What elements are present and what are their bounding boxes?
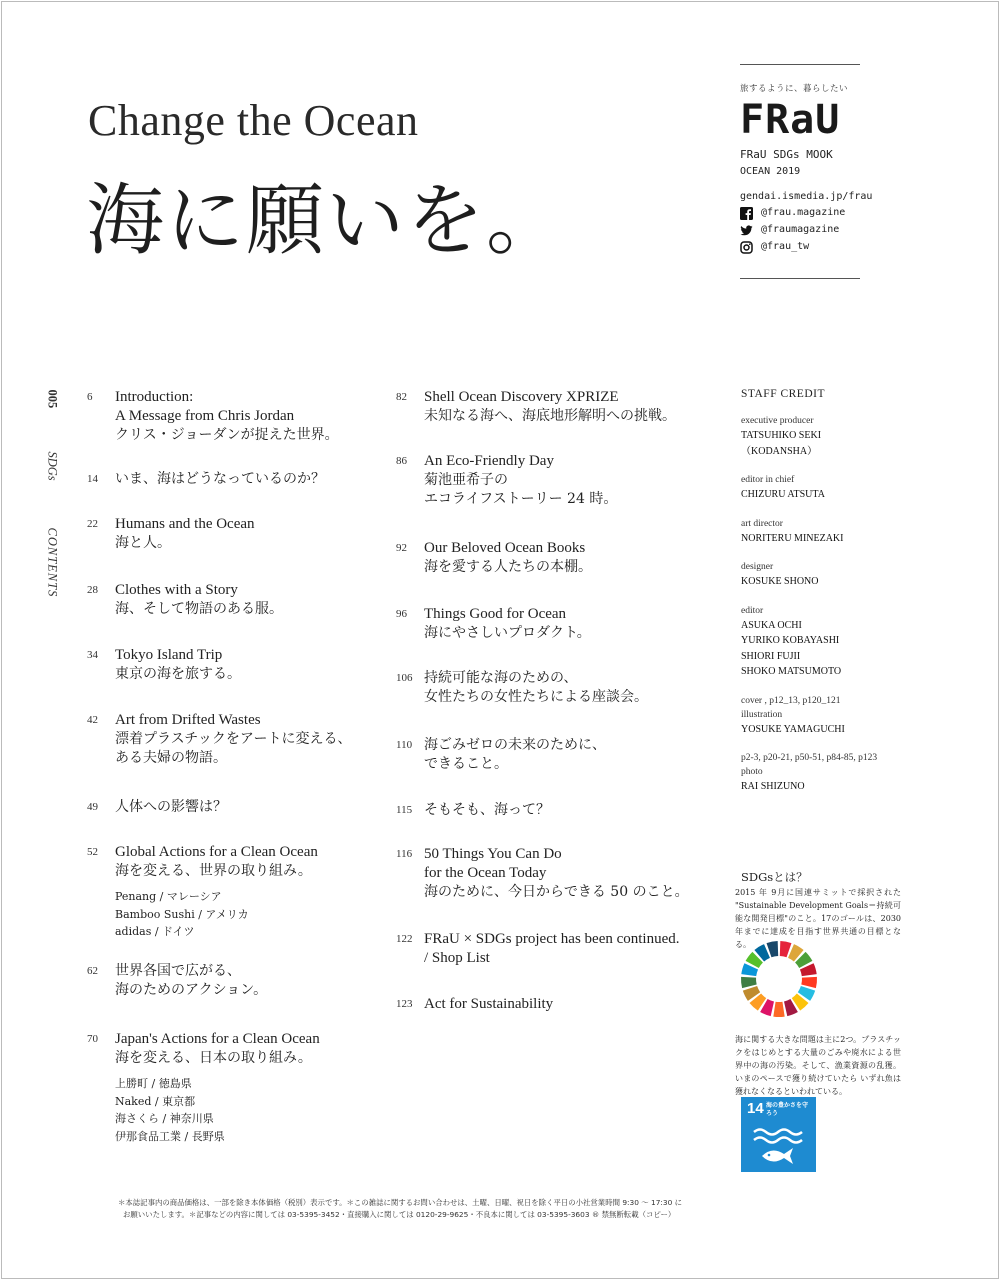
- credit-role: photo: [741, 767, 763, 777]
- vertical-sidebar: [45, 389, 60, 652]
- instagram-link[interactable]: [740, 239, 860, 256]
- toc-entry-text: [115, 798, 400, 817]
- credit-name: （KODANSHA）: [741, 445, 818, 457]
- credit-name: NORITERU MINEZAKI: [741, 532, 844, 544]
- twitter-link[interactable]: [740, 222, 860, 239]
- toc-title-line: Clothes with a Story: [115, 582, 238, 598]
- toc-title-line: クリス・ジョーダンが捉えた世界。: [115, 427, 339, 443]
- footer-line-2: お願いいたします。＊記事などの内容に関しては 03-5395-3452・直接購入に関しては 0120-29-9625・不良本に関しては 03-5395-3603 ® 禁無断転載（コピー）: [123, 1210, 676, 1219]
- credit-group: [741, 560, 901, 590]
- toc-title-line: 人体への影響は？: [115, 799, 227, 815]
- credit-group: [741, 694, 901, 738]
- toc-title-line: Things Good for Ocean: [424, 606, 567, 622]
- toc-page-number: 92: [396, 542, 407, 554]
- toc-title-line: 海を愛する人たちの本棚。: [424, 559, 592, 575]
- toc-page-number: 110: [396, 739, 413, 751]
- credit-name: YURIKO KOBAYASHI: [741, 635, 840, 646]
- brand-tagline: 旅するように、暮らしたい: [740, 84, 849, 94]
- page-number: 005: [45, 389, 60, 409]
- toc-page-number: 70: [87, 1033, 98, 1045]
- toc-title-line: エコライフストーリー 24 時。: [424, 491, 618, 507]
- toc-title-line: 持続可能な海のための、: [424, 670, 578, 686]
- toc-page-number: 22: [87, 518, 98, 530]
- mook-line-1: FRaU SDGs MOOK: [740, 148, 833, 161]
- toc-title-line: Humans and the Ocean: [115, 516, 255, 532]
- credit-role: executive producer: [741, 416, 814, 426]
- toc-title-line: 海のために、今日からできる 50 のこと。: [424, 884, 689, 900]
- toc-page-number: 115: [396, 804, 413, 816]
- toc-title-line: Global Actions for a Clean Ocean: [115, 844, 318, 860]
- title-japanese: 海に願いを。: [86, 176, 567, 266]
- toc-subitem: Bamboo Sushi / アメリカ: [115, 907, 249, 921]
- toc-title-line: できること。: [424, 756, 508, 772]
- sdgs-title: SDGsとは？: [741, 870, 808, 884]
- credit-name: YOSUKE YAMAGUCHI: [741, 723, 845, 735]
- toc-title-line: Art from Drifted Wastes: [115, 712, 261, 728]
- toc-page-number: 106: [396, 672, 413, 684]
- twitter-icon: [740, 224, 753, 237]
- toc-page-number: 62: [87, 965, 98, 977]
- toc-entry-text: [115, 843, 400, 941]
- credit-group: [741, 751, 901, 795]
- brand-bottom-rule: [740, 278, 860, 279]
- credit-name: KOSUKE SHONO: [741, 576, 819, 587]
- toc-title-line: 漂着プラスチックをアートに変える、: [115, 731, 352, 747]
- toc-page-number: 86: [396, 455, 407, 467]
- instagram-icon: [740, 241, 753, 254]
- toc-title-line: 菊池亜希子の: [424, 472, 508, 488]
- ocean-problem-text: 海に関する大きな問題は主に2つ。プラスチックをはじめとする大量のごみや廃水による世界中の海の汚染。そして、漁業資源の乱獲。いまのペースで獲り続けていたら いずれ魚は獲れなくなるといわれている。: [735, 1035, 901, 1096]
- toc-subitems: [115, 1075, 400, 1145]
- toc-subitem: 伊那食品工業 / 長野県: [115, 1129, 225, 1143]
- credit-role: designer: [741, 562, 774, 572]
- sdgs-description: 2015 年 9月に国連サミットで採択された "Sustainable Development Goals＝持続可能な開発目標"のこと。17のゴールは、2030年までに達成を目指す世界共通の目標となる。: [735, 888, 901, 949]
- facebook-link[interactable]: [740, 205, 860, 222]
- facebook-icon: [740, 207, 753, 220]
- toc-title-line: Introduction:: [115, 389, 194, 405]
- toc-title-line: 海と人。: [115, 535, 171, 551]
- mook-line-2: OCEAN 2019: [740, 165, 801, 177]
- toc-page-number: 42: [87, 714, 98, 726]
- toc-entry-text: [424, 605, 709, 643]
- credit-name: RAI SHIZUNO: [741, 781, 805, 792]
- credit-role: art director: [741, 518, 783, 529]
- toc-entry-text: [115, 711, 400, 768]
- toc-subitem: 海さくら / 神奈川県: [115, 1112, 214, 1125]
- toc-title-line: 未知なる海へ、海底地形解明への挑戦。: [424, 408, 676, 424]
- toc-entry-text: [424, 995, 709, 1014]
- toc-entry-text: [115, 581, 400, 619]
- toc-title-line: Act for Sustainability: [424, 996, 554, 1012]
- credit-name: CHIZURU ATSUTA: [741, 489, 825, 500]
- wheel-segment: [741, 977, 757, 988]
- toc-entry-text: [115, 646, 400, 684]
- toc-title-line: Shell Ocean Discovery XPRIZE: [424, 389, 619, 405]
- wheel-segment: [801, 977, 817, 988]
- instagram-handle: @frau_tw: [761, 241, 810, 252]
- toc-title-line: 海のためのアクション。: [115, 982, 268, 998]
- toc-title-line: / Shop List: [424, 950, 490, 966]
- toc-title-line: 東京の海を旅する。: [115, 666, 241, 682]
- toc-page-number: 49: [87, 801, 98, 813]
- toc-title-line: そもそも、海って？: [424, 802, 550, 818]
- goal-number: 14: [747, 1100, 764, 1117]
- toc-entry-text: [115, 470, 400, 489]
- footer-notice: [118, 1197, 738, 1221]
- credit-role: editor: [741, 605, 764, 616]
- toc-title-line: 女性たちの女性たちによる座談会。: [424, 689, 648, 705]
- toc-page-number: 52: [87, 846, 98, 858]
- section-label: SDGs: [45, 451, 60, 481]
- website-url[interactable]: gendai.ismedia.jp/frau: [740, 190, 873, 202]
- toc-title-line: 海、そして物語のある服。: [115, 601, 283, 617]
- staff-credit: [741, 388, 901, 809]
- toc-entry-text: [115, 388, 400, 445]
- toc-page-number: 82: [396, 391, 407, 403]
- toc-title-line: Our Beloved Ocean Books: [424, 540, 586, 556]
- credit-role: cover , p12_13, p120_121: [741, 695, 841, 706]
- toc-title-line: 50 Things You Can Do: [424, 846, 562, 862]
- toc-title-line: ある夫婦の物語。: [115, 750, 227, 766]
- credit-group: [741, 517, 901, 547]
- toc-title-line: 海ごみゼロの未来のために、: [424, 737, 606, 753]
- toc-subitems: [115, 888, 400, 941]
- brand-block: [740, 64, 873, 279]
- fish-waves-icon: [752, 1128, 806, 1166]
- toc-entry-text: [115, 1030, 400, 1145]
- frau-logo: FRaU: [740, 97, 841, 143]
- title-english: Change the Ocean: [88, 96, 419, 145]
- toc-title-line: Tokyo Island Trip: [115, 647, 223, 663]
- brand-top-rule: [740, 64, 860, 65]
- goal-label: 海の豊かさを守ろう: [766, 1102, 809, 1117]
- toc-title-line: 海を変える、世界の取り組み。: [115, 863, 312, 879]
- toc-page-number: 14: [87, 473, 98, 485]
- toc-page-number: 122: [396, 933, 413, 945]
- goal-14-badge: [741, 1097, 816, 1172]
- toc-entry-text: [424, 669, 709, 707]
- toc-entry-text: [424, 736, 709, 774]
- toc-page-number: 123: [396, 998, 413, 1010]
- toc-subitem: Naked / 東京都: [115, 1094, 196, 1108]
- toc-page-number: 34: [87, 649, 98, 661]
- credit-name: TATSUHIKO SEKI: [741, 430, 822, 441]
- toc-entry-text: [424, 801, 709, 820]
- toc-page-number: 28: [87, 584, 98, 596]
- credit-name: ASUKA OCHI: [741, 619, 802, 631]
- toc-entry-text: [115, 962, 400, 1000]
- credit-group: [741, 414, 901, 459]
- toc-title-line: for the Ocean Today: [424, 865, 547, 881]
- toc-title-line: A Message from Chris Jordan: [115, 408, 295, 424]
- toc-entry-text: [424, 452, 709, 509]
- toc-entry-text: [115, 515, 400, 553]
- toc-title-line: いま、海はどうなっているのか？: [115, 471, 325, 487]
- toc-page-number: 6: [87, 391, 93, 403]
- credit-name: SHIORI FUJII: [741, 650, 801, 662]
- toc-title-line: 世界各国で広がる、: [115, 963, 241, 979]
- facebook-handle: @frau.magazine: [761, 207, 846, 218]
- toc-subitem: adidas / ドイツ: [115, 925, 195, 938]
- footer-line-1: ＊本誌記事内の商品価格は、一部を除き本体価格（税別）表示です。＊この雑誌に関するお問い合わせは、土曜、日曜、祝日を除く平日の小社営業時間 9:30 ～ 17:30 に: [118, 1198, 683, 1207]
- toc-title-line: 海にやさしいプロダクト。: [424, 625, 591, 641]
- credit-role: p2-3, p20-21, p50-51, p84-85, p123: [741, 753, 878, 763]
- toc-subitem: 上勝町 / 徳島県: [115, 1077, 192, 1090]
- credit-name: SHOKO MATSUMOTO: [741, 666, 842, 677]
- toc-title-line: 海を変える、日本の取り組み。: [115, 1050, 312, 1066]
- toc-entry-text: [424, 845, 709, 902]
- wheel-segment: [773, 1002, 784, 1017]
- toc-title-line: FRaU × SDGs project has been continued.: [424, 931, 680, 947]
- credit-group: [741, 604, 901, 680]
- toc-page-number: 116: [396, 848, 413, 860]
- toc-page-number: 96: [396, 608, 407, 620]
- contents-label: CONTENTS: [45, 527, 60, 598]
- toc-entry-text: [424, 539, 709, 577]
- staff-credit-heading: STAFF CREDIT: [741, 388, 825, 400]
- toc-title-line: An Eco-Friendly Day: [424, 453, 554, 469]
- credit-role: editor in chief: [741, 475, 795, 485]
- toc-entry-text: [424, 388, 709, 426]
- toc-entry-text: [424, 930, 709, 968]
- credit-role: illustration: [741, 709, 783, 720]
- twitter-handle: @fraumagazine: [761, 224, 840, 235]
- sdgs-wheel-icon: [740, 940, 818, 1018]
- credit-group: [741, 473, 901, 503]
- toc-subitem: Penang / マレーシア: [115, 890, 222, 903]
- toc-title-line: Japan's Actions for a Clean Ocean: [115, 1031, 320, 1047]
